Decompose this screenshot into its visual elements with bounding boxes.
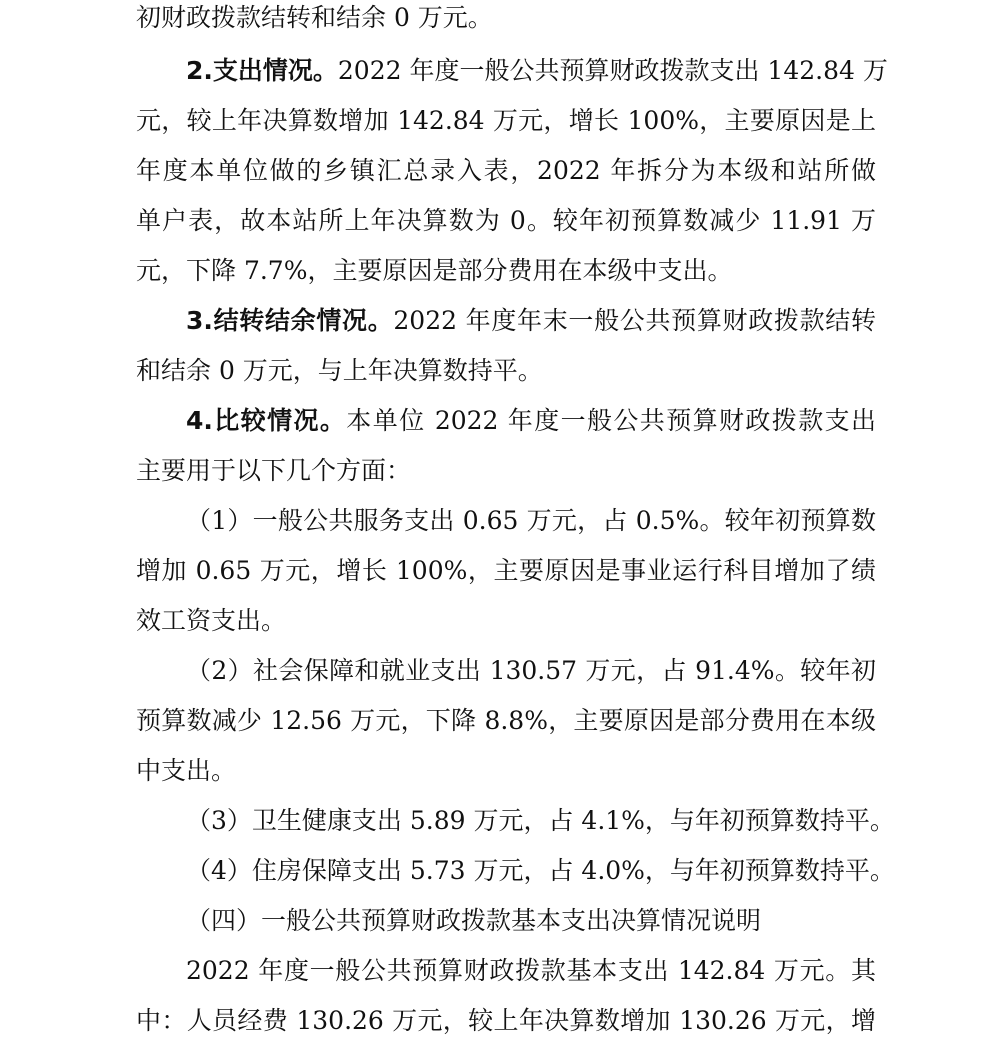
line-text: 元，较上年决算数增加 142.84 万元，增长 100%，主要原因是上 bbox=[136, 106, 876, 135]
paragraph-line bbox=[136, 746, 236, 796]
paragraph-line bbox=[186, 46, 888, 96]
paragraph-line bbox=[136, 146, 876, 196]
line-text: （4）住房保障支出 5.73 万元，占 4.0%，与年初预算数持平。 bbox=[186, 856, 895, 885]
line-text: 单户表，故本站所上年决算数为 0。较年初预算数减少 11.91 万 bbox=[136, 206, 876, 235]
paragraph-line bbox=[136, 96, 876, 146]
paragraph-line bbox=[186, 946, 876, 996]
section-heading: 3.结转结余情况。 bbox=[186, 306, 394, 335]
paragraph-line bbox=[186, 796, 895, 846]
line-text: 和结余 0 万元，与上年决算数持平。 bbox=[136, 356, 543, 385]
line-text: 主要用于以下几个方面： bbox=[136, 456, 412, 485]
paragraph-line bbox=[136, 246, 732, 296]
line-text: 本单位 2022 年度一般公共预算财政拨款支出 bbox=[346, 406, 876, 435]
subsection-heading: （四）一般公共预算财政拨款基本支出决算情况说明 bbox=[186, 906, 762, 935]
paragraph-line bbox=[136, 446, 411, 496]
line-text: 效工资支出。 bbox=[136, 606, 287, 635]
line-text: （3）卫生健康支出 5.89 万元，占 4.1%，与年初预算数持平。 bbox=[186, 806, 895, 835]
line-text: 年度本单位做的乡镇汇总录入表，2022 年拆分为本级和站所做 bbox=[136, 156, 876, 185]
line-text: 中：人员经费 130.26 万元，较上年决算数增加 130.26 万元，增 bbox=[136, 1006, 876, 1035]
line-text: （2）社会保障和就业支出 130.57 万元，占 91.4%。较年初 bbox=[186, 656, 876, 685]
paragraph-line bbox=[186, 646, 876, 696]
line-text: 预算数减少 12.56 万元，下降 8.8%，主要原因是部分费用在本级 bbox=[136, 706, 876, 735]
paragraph-line bbox=[136, 696, 876, 746]
line-text: 中支出。 bbox=[136, 756, 237, 785]
subsection-heading-line bbox=[186, 896, 761, 946]
section-heading: 2.支出情况。 bbox=[186, 56, 338, 85]
paragraph-line bbox=[136, 196, 876, 246]
line-text: 2022 年度年末一般公共预算财政拨款结转 bbox=[393, 306, 876, 335]
paragraph-line bbox=[136, 0, 493, 43]
line-text: 元，下降 7.7%，主要原因是部分费用在本级中支出。 bbox=[136, 256, 733, 285]
paragraph-line bbox=[136, 996, 876, 1046]
paragraph-line bbox=[136, 596, 286, 646]
paragraph-line bbox=[136, 546, 876, 596]
line-text: （1）一般公共服务支出 0.65 万元，占 0.5%。较年初预算数 bbox=[186, 506, 876, 535]
line-text: 2022 年度一般公共预算财政拨款基本支出 142.84 万元。其 bbox=[186, 956, 876, 985]
paragraph-line bbox=[186, 846, 895, 896]
paragraph-line bbox=[136, 346, 543, 396]
section-heading: 4.比较情况。 bbox=[186, 406, 347, 435]
paragraph-line bbox=[186, 296, 876, 346]
line-text: 初财政拨款结转和结余 0 万元。 bbox=[136, 3, 493, 32]
paragraph-line bbox=[186, 496, 876, 546]
paragraph-line bbox=[186, 396, 876, 446]
line-text: 2022 年度一般公共预算财政拨款支出 142.84 万 bbox=[337, 56, 888, 85]
line-text: 增加 0.65 万元，增长 100%，主要原因是事业运行科目增加了绩 bbox=[136, 556, 876, 585]
